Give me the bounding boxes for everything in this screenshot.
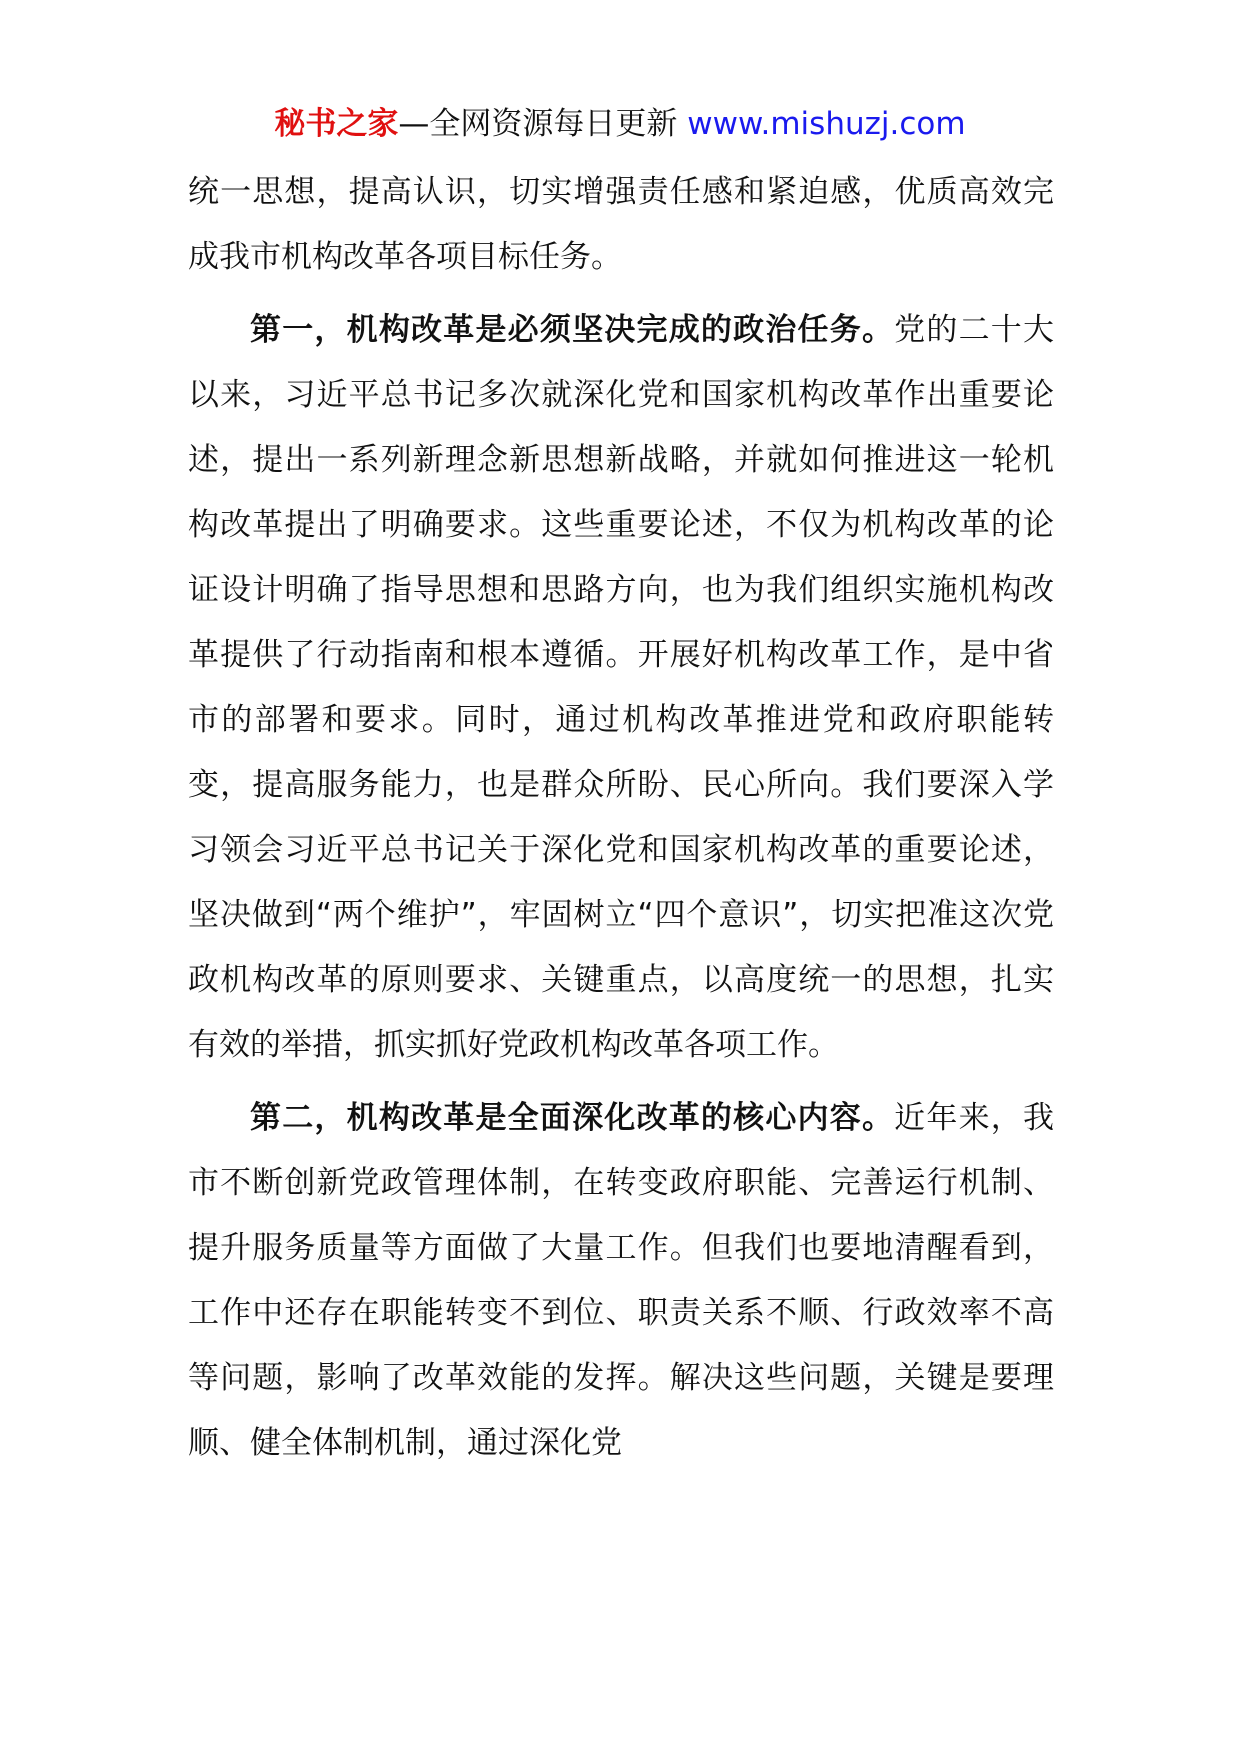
- paragraph-1-text: 统一思想，提高认识，切实增强责任感和紧迫感，优质高效完成我市机构改革各项目标任务。: [188, 174, 1054, 275]
- paragraph-3: [188, 1086, 1054, 1476]
- document-body: [188, 160, 1054, 1476]
- paragraph-2-heading: 第一，机构改革是必须坚决完成的政治任务。: [250, 312, 895, 348]
- paragraph-3-heading: 第二，机构改革是全面深化改革的核心内容。: [250, 1100, 895, 1136]
- header-tagline: —全网资源每日更新: [398, 106, 688, 142]
- paragraph-1: [188, 160, 1054, 290]
- paragraph-3-text: 近年来，我市不断创新党政管理体制，在转变政府职能、完善运行机制、提升服务质量等方面做了大量工作。但我们也要地清醒看到，工作中还存在职能转变不到位、职责关系不顺、行政效率不高等问题，影响了改革效能的发挥。解决这些问题，关键是要理顺、健全体制机制，通过深化党: [188, 1100, 1055, 1461]
- site-url-link[interactable]: www.mishuzj.com: [687, 106, 966, 142]
- brand-name: 秘书之家: [274, 106, 399, 142]
- site-header: [0, 100, 1240, 148]
- paragraph-2: [188, 298, 1054, 1078]
- paragraph-2-text: 党的二十大以来，习近平总书记多次就深化党和国家机构改革作出重要论述，提出一系列新理念新思想新战略，并就如何推进这一轮机构改革提出了明确要求。这些重要论述，不仅为机构改革的论证设计明确了指导思想和思路方向，也为我们组织实施机构改革提供了行动指南和根本遵循。开展好机构改革工作，是中省市的部署和要求。同时，通过机构改革推进党和政府职能转变，提高服务能力，也是群众所盼、民心所向。我们要深入学习领会习近平总书记关于深化党和国家机构改革的重要论述，坚决做到“两个维护”，牢固树立“四个意识”，切实把准这次党政机构改革的原则要求、关键重点，以高度统一的思想，扎实有效的举措，抓实抓好党政机构改革各项工作。: [188, 312, 1055, 1063]
